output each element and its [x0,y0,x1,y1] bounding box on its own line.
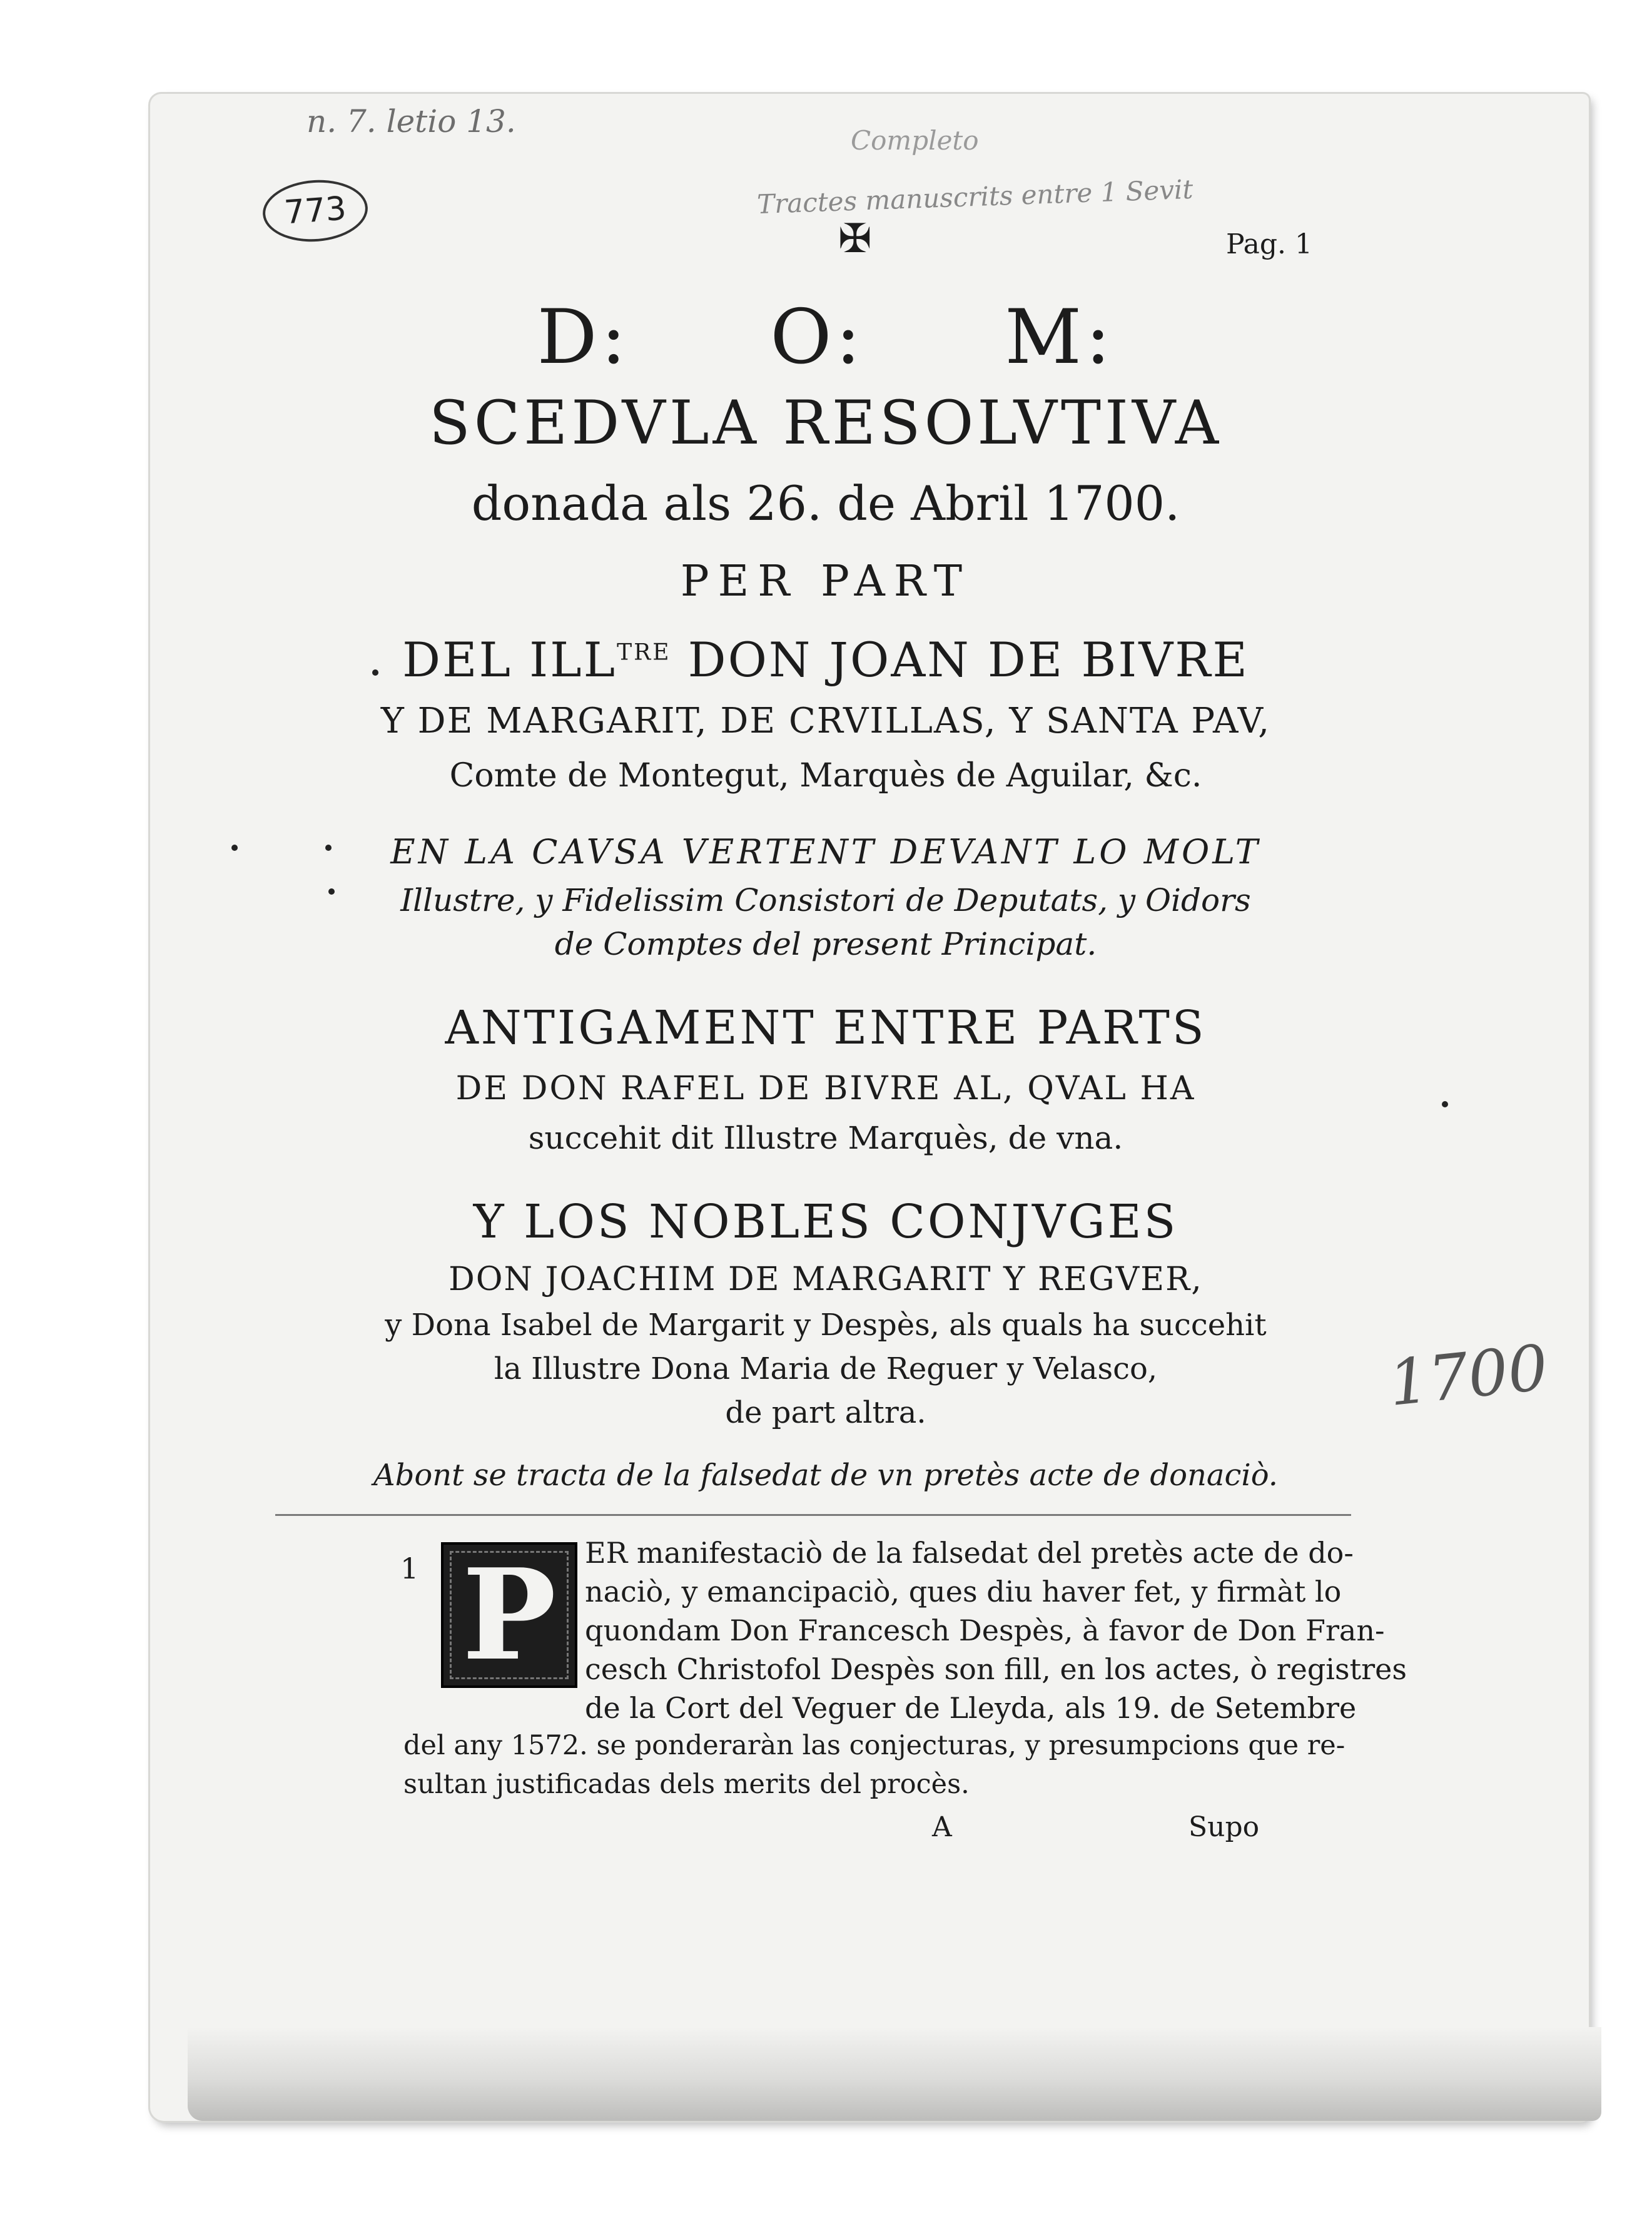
signature-mark: A [932,1811,952,1843]
paragraph-line-5: de la Cort del Veguer de Lleyda, als 19. de Setembre [585,1691,1357,1725]
per-part-heading: PER PART [680,557,971,606]
page-bottom-edge [188,2027,1601,2121]
nobles-line-5: de part altra. [725,1395,926,1430]
antigament-heading: ANTIGAMENT ENTRE PARTS [445,1001,1207,1055]
decorated-drop-cap: P [441,1542,577,1688]
nobles-line-3: y Dona Isabel de Margarit y Despès, als quals ha succehit [385,1308,1267,1343]
paragraph-line-7: sultan justificadas dels merits del procès. [403,1769,970,1800]
cause-line-3: de Comptes del present Principat. [554,926,1097,962]
margin-speck [328,888,335,895]
nobles-heading: Y LOS NOBLES CONJVGES [473,1195,1178,1249]
section-divider [275,1514,1351,1516]
paragraph-line-1: ER manifestaciò de la falsedat del pretès acte de do- [585,1536,1354,1570]
paragraph-number: 1 [400,1552,419,1585]
circled-number-annotation: 773 [261,176,370,245]
cross-ornament: ✠ [838,216,872,262]
paragraph-line-2: naciò, y emancipaciò, ques diu haver fet, y firmàt lo [585,1575,1342,1609]
party-name-line-2: Y DE MARGARIT, DE CRVILLAS, Y SANTA PAV, [380,701,1271,741]
nobles-line-2: DON JOACHIM DE MARGARIT Y REGVER, [448,1261,1203,1298]
handwritten-note-top-right: Tractes manuscrits entre 1 Sevit [756,173,1194,220]
party-title-line: Comte de Montegut, Marquès de Aguilar, &c. [449,757,1202,795]
cause-line-2: Illustre, y Fidelissim Consistori de Deputats, y Oidors [400,882,1251,918]
handwritten-year-margin: 1700 [1385,1331,1551,1420]
antigament-line-2: DE DON RAFEL DE BIVRE AL, QVAL HA [455,1070,1196,1107]
paragraph-line-3: quondam Don Francesch Despès, à favor de Don Fran- [585,1614,1385,1647]
margin-speck [1442,1101,1448,1107]
page-number: Pag. 1 [1226,228,1312,260]
subject-line: Abont se tracta de la falsedat de vn pretès acte de donaciò. [373,1458,1279,1493]
margin-speck [372,669,378,676]
handwritten-note-top-left: n. 7. letio 13. [307,103,516,140]
antigament-line-3: succehit dit Illustre Marquès, de vna. [528,1120,1123,1156]
catchword: Supo [1188,1811,1260,1843]
cause-line-1: EN LA CAVSA VERTENT DEVANT LO MOLT [390,832,1261,872]
title-line-1: SCEDVLA RESOLVTIVA [428,388,1223,458]
paragraph-line-6: del any 1572. se ponderaràn las conjecturas, y presumpcions que re- [403,1730,1345,1761]
margin-speck [231,845,238,851]
party-name-line-1: DEL $ILL^{TRE}$ DON JOAN DE BIVRE [402,632,1249,688]
margin-speck [325,845,332,851]
title-line-2: donada als 26. de Abril 1700. [471,475,1180,531]
dom-heading: D: O: M: [537,294,1115,381]
nobles-line-4: la Illustre Dona Maria de Reguer y Velasco, [494,1351,1158,1386]
handwritten-note-top-center: Completo [851,125,979,156]
paragraph-line-4: cesch Christofol Despès son fill, en los actes, ò registres [585,1652,1407,1686]
